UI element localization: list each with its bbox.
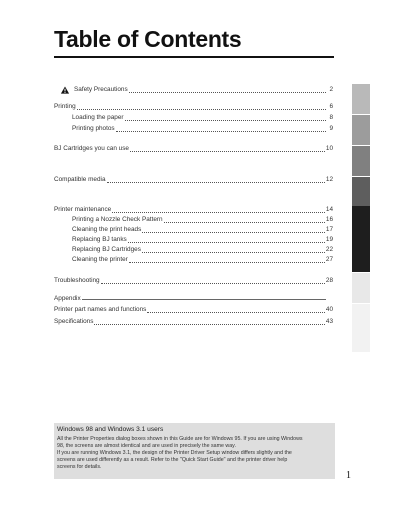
toc-entry-label: Cleaning the printer bbox=[72, 256, 128, 263]
note-line: All the Printer Properties dialog boxes shown in this Guide are for Windows 95. If you are using Windows bbox=[57, 436, 303, 442]
note-line: screens for details. bbox=[57, 464, 102, 470]
page-title: Table of Contents bbox=[54, 26, 242, 52]
section-tab[interactable] bbox=[352, 177, 370, 207]
toc-leader bbox=[142, 232, 325, 233]
section-tab[interactable] bbox=[352, 84, 370, 114]
toc-entry-label: Troubleshooting bbox=[54, 277, 100, 284]
toc-entry-label: Printer maintenance bbox=[54, 206, 112, 213]
toc-entry[interactable] bbox=[54, 123, 333, 133]
toc-entry-label: Specifications bbox=[54, 318, 94, 325]
toc-leader bbox=[129, 262, 325, 263]
toc-entry[interactable] bbox=[54, 204, 333, 214]
toc-entry[interactable] bbox=[54, 174, 333, 184]
toc-page-number: 2 bbox=[329, 86, 333, 93]
toc-entry[interactable] bbox=[54, 234, 333, 244]
note-heading: Windows 98 and Windows 3.1 users bbox=[57, 426, 164, 433]
toc-entry-label: Printing a Nozzle Check Pattern bbox=[72, 216, 163, 223]
toc-leader bbox=[130, 151, 325, 152]
toc-page-number: 40 bbox=[325, 306, 333, 313]
toc-leader bbox=[101, 283, 325, 284]
toc-entry-label: Replacing BJ tanks bbox=[72, 236, 127, 243]
toc-page-number: 9 bbox=[329, 125, 333, 132]
toc-entry[interactable] bbox=[54, 316, 333, 326]
toc-page-number: 14 bbox=[325, 206, 333, 213]
toc-entry-label: Printing bbox=[54, 103, 76, 110]
toc-page-number: 19 bbox=[325, 236, 333, 243]
toc-entry-label: Replacing BJ Cartridges bbox=[72, 246, 141, 253]
toc-leader bbox=[77, 109, 326, 110]
section-tab[interactable] bbox=[352, 304, 370, 352]
toc-entry-label: Loading the paper bbox=[72, 114, 124, 121]
section-tab[interactable] bbox=[352, 206, 370, 272]
toc-entry[interactable] bbox=[54, 304, 333, 314]
toc-leader bbox=[82, 299, 326, 300]
toc-entry[interactable] bbox=[54, 293, 333, 303]
toc-entry-label: BJ Cartridges you can use bbox=[54, 145, 129, 152]
toc-leader bbox=[125, 120, 326, 121]
toc-entry[interactable] bbox=[54, 275, 333, 285]
toc-leader bbox=[107, 182, 325, 183]
toc-page-number: 8 bbox=[329, 114, 333, 121]
section-tabs bbox=[352, 0, 370, 518]
toc-leader bbox=[128, 242, 325, 243]
toc-entry-label: Printing photos bbox=[72, 125, 115, 132]
section-tab[interactable] bbox=[352, 146, 370, 176]
toc-entry-label: Compatible media bbox=[54, 176, 106, 183]
note-line: screens are used differently as a result. Refer to the "Quick Start Guide" and the printer driver help bbox=[57, 457, 288, 463]
toc-leader bbox=[129, 92, 326, 93]
toc-entry[interactable] bbox=[54, 84, 333, 94]
toc-entry[interactable] bbox=[54, 112, 333, 122]
toc-page-number: 12 bbox=[325, 176, 333, 183]
toc-leader bbox=[147, 312, 325, 313]
toc-entry[interactable] bbox=[54, 254, 333, 264]
warning-triangle-icon bbox=[60, 86, 70, 94]
note-line: 98, the screens are almost identical and are used in precisely the same way. bbox=[57, 443, 236, 449]
toc-page-number: 27 bbox=[325, 256, 333, 263]
page-number: 1 bbox=[346, 470, 351, 481]
toc-entry[interactable] bbox=[54, 224, 333, 234]
toc-page-number: 6 bbox=[329, 103, 333, 110]
windows-note-box bbox=[54, 423, 335, 479]
toc-entry[interactable] bbox=[54, 143, 333, 153]
section-tab[interactable] bbox=[352, 273, 370, 303]
toc-leader bbox=[164, 222, 325, 223]
toc-entry[interactable] bbox=[54, 214, 333, 224]
toc-leader bbox=[142, 252, 325, 253]
toc-entry-label: Printer part names and functions bbox=[54, 306, 147, 313]
toc-leader bbox=[94, 324, 324, 325]
note-line: If you are running Windows 3.1, the design of the Printer Driver Setup window differs slightly and the bbox=[57, 450, 292, 456]
toc-page-number: 10 bbox=[325, 145, 333, 152]
toc-entry-label: Safety Precautions bbox=[74, 86, 128, 93]
toc-leader bbox=[116, 131, 326, 132]
section-tab[interactable] bbox=[352, 115, 370, 145]
toc-entry-label: Cleaning the print heads bbox=[72, 226, 142, 233]
toc-entry[interactable] bbox=[54, 101, 333, 111]
toc-entry[interactable] bbox=[54, 244, 333, 254]
toc-page-number: 22 bbox=[325, 246, 333, 253]
toc-page-number: 17 bbox=[325, 226, 333, 233]
toc-page-number: 43 bbox=[325, 318, 333, 325]
toc-page-number: 16 bbox=[325, 216, 333, 223]
toc-entry-label: Appendix bbox=[54, 295, 81, 302]
toc-leader bbox=[112, 212, 325, 213]
toc-page-number: 28 bbox=[325, 277, 333, 284]
